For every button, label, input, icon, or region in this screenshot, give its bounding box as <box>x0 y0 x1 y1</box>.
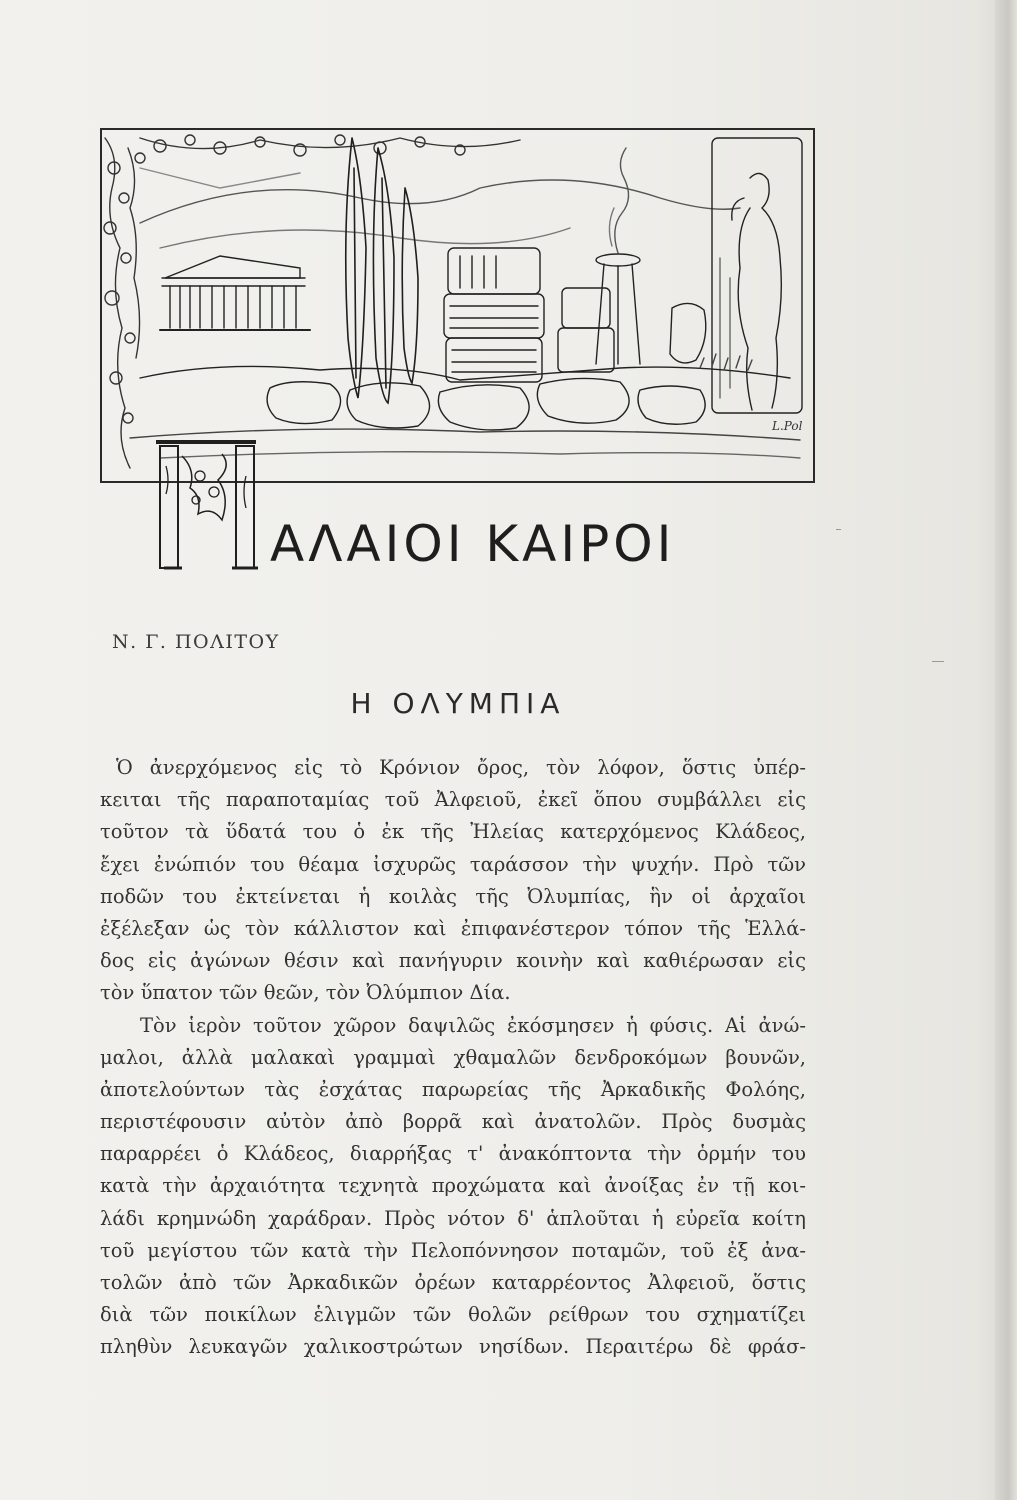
page-edge <box>995 0 1017 1500</box>
text-line: κατὰ τὴν ἀρχαιότητα τεχνητὰ προχώματα καὶ ἀνοίξας ἐν τῇ κοι- <box>100 1174 806 1198</box>
margin-mark <box>932 661 944 662</box>
text-line: τὸν ὕπατον τῶν θεῶν, τὸν Ὀλύμπιον Δία. <box>100 981 511 1005</box>
text-line: πληθὺν λευκαγῶν χαλικοστρώτων νησίδων. Περαιτέρω δὲ φράσ- <box>100 1335 806 1359</box>
illustrator-signature: L.Pol <box>772 419 803 433</box>
title-banner <box>152 512 772 578</box>
text-line: περιστέφουσιν αὐτὸν ἀπὸ βορρᾶ καὶ ἀνατολῶν. Πρὸς δυσμὰς <box>100 1110 806 1134</box>
text-line: τοῦτον τὰ ὕδατά του ὁ ἐκ τῆς Ἠλείας κατερχόμενος Κλάδεος, <box>100 820 806 844</box>
header-illustration <box>100 128 815 483</box>
text-line: τολῶν ἀπὸ τῶν Ἀρκαδικῶν ὀρέων καταρρέοντος Ἀλφειοῦ, ὅστις <box>100 1271 806 1294</box>
decorative-drop-cap-pi <box>152 436 262 572</box>
text-line: Τὸν ἱερὸν τοῦτον χῶρον δαψιλῶς ἐκόσμησεν ἡ φύσις. Αἱ ἀνώ- <box>140 1013 806 1037</box>
text-line: κειται τῆς παραποταμίας τοῦ Ἀλφειοῦ, ἐκεῖ ὅπου συμβάλλει εἰς <box>100 788 806 812</box>
author-byline: Ν. Γ. ΠΟΛΙΤΟΥ <box>112 631 280 653</box>
margin-mark <box>836 529 841 530</box>
text-line: διὰ τῶν ποικίλων ἑλιγμῶν τῶν θολῶν ρείθρων του σχηματίζει <box>100 1303 806 1327</box>
text-line: ποδῶν του ἐκτείνεται ἡ κοιλὰς τῆς Ὀλυμπίας, ἣν οἱ ἀρχαῖοι <box>100 884 806 908</box>
article-body <box>100 752 806 1364</box>
text-line: ἐξέλεξαν ὡς τὸν κάλλιστον καὶ ἐπιφανέστερον τόπον τῆς Ἑλλά- <box>100 916 806 940</box>
section-heading: ΑΛΑΙΟΙ ΚΑΙΡΟΙ <box>270 515 676 573</box>
text-line: παραρρέει ὁ Κλάδεος, διαρρήξας τ' ἀνακόπτοντα τὴν ὁρμήν του <box>100 1142 806 1166</box>
text-line: μαλοι, ἀλλὰ μαλακαὶ γραμμαὶ χθαμαλῶν δενδροκόμων βουνῶν, <box>100 1045 806 1069</box>
text-line: Ὁ ἀνερχόμενος εἰς τὸ Κρόνιον ὄρος, τὸν λόφον, ὅστις ὑπέρ- <box>116 756 806 779</box>
text-line: ἔχει ἐνώπιόν του θέαμα ἰσχυρῶς ταράσσον τὴν ψυχήν. Πρὸ τῶν <box>100 852 806 876</box>
text-line: τοῦ μεγίστου τῶν κατὰ τὴν Πελοπόννησον ποταμῶν, τοῦ ἐξ ἀνα- <box>100 1238 806 1262</box>
text-line: δος εἰς ἀγώνων θέσιν καὶ πανήγυριν κοινὴν καὶ καθιέρωσαν εἰς <box>100 949 806 973</box>
text-line: λάδι κρημνώδη χαράδραν. Πρὸς νότον δ' ἁπλοῦται ἡ εὐρεῖα κοίτη <box>100 1206 806 1230</box>
text-line: ἀποτελούντων τὰς ἐσχάτας παρωρείας τῆς Ἀρκαδικῆς Φολόης, <box>100 1077 806 1101</box>
article-title: Η ΟΛΥΜΠΙΑ <box>350 687 566 720</box>
